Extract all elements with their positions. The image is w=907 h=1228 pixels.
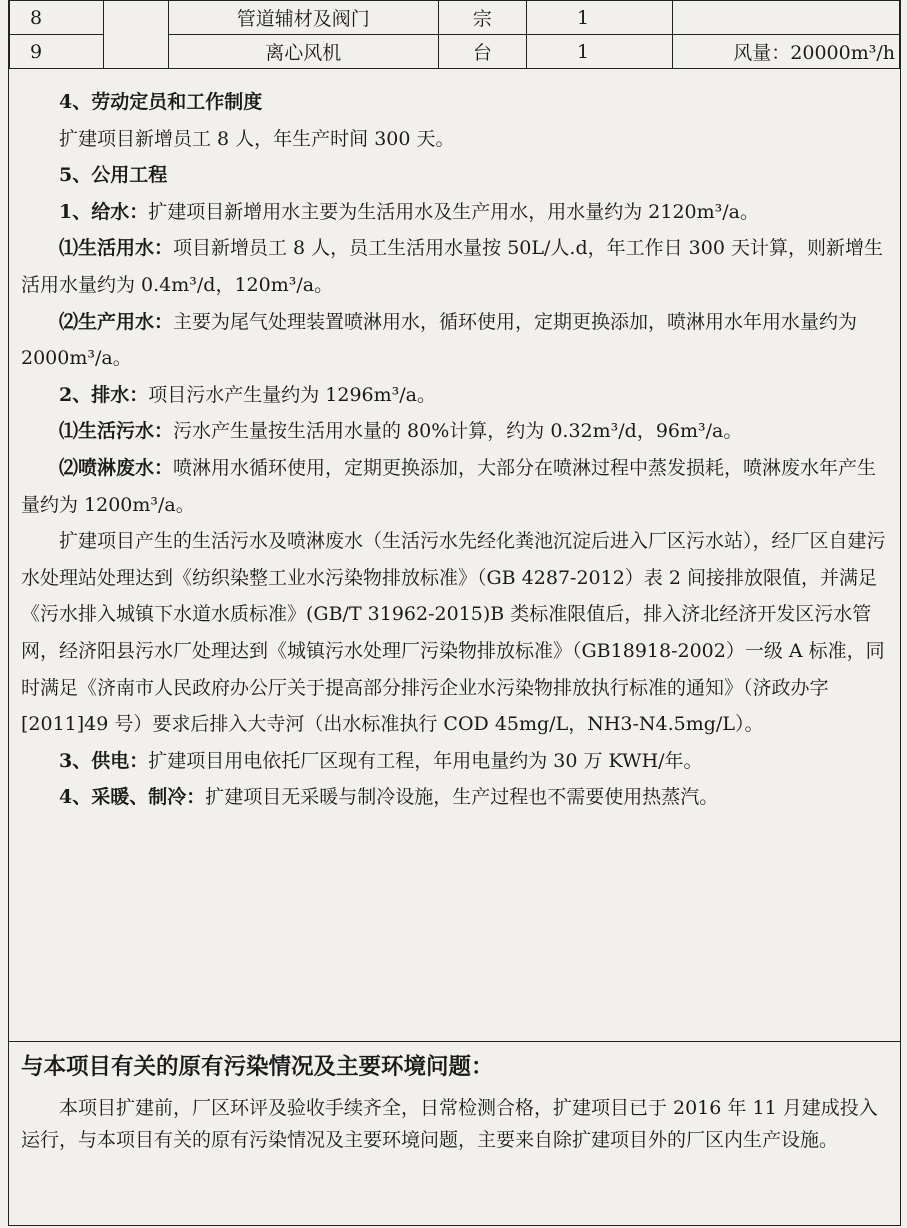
item-unit: 台	[438, 35, 526, 69]
power-paragraph: 3、供电：扩建项目用电依托厂区现有工程，年用电量约为 30 万 KWH/年。	[59, 749, 703, 772]
labor-text: 扩建项目新增员工 8 人，年生产时间 300 天。	[59, 127, 455, 150]
production-water-paragraph: ⑵生产用水：主要为尾气处理装置喷淋用水，循环使用，定期更换添加，喷淋用水年用水量约为 2000m³/a。	[21, 310, 858, 370]
row-number: 9	[10, 35, 104, 69]
item-name: 管道辅材及阀门	[168, 1, 438, 35]
treatment-paragraph: 扩建项目产生的生活污水及喷淋废水（生活污水先经化粪池沉淀后进入厂区污水站），经厂区自建污水处理站处理达到《纺织染整工业水污染物排放标准》（GB 4287-2012）表 2 间接排放限值，并满足《污水排入城镇下水道水质标准》(GB/T 31962-2015)B 类标准限值后，排入济北经济开发区污水管网，经济阳县污水厂处理达到《城镇污水处理厂污染物排放标准》（GB18918-2002）一级 A 标准，同时满足《济南市人民政府办公厅关于提高部分排污企业水污染物排放执行标准的通知》（济政办字[2011]49 号）要求后排入大寺河（出水标准执行 COD 45mg/L，NH3-N4.5mg/L）。	[21, 530, 886, 736]
section-divider	[9, 1041, 900, 1042]
document-page	[8, 0, 901, 1226]
category-cell	[104, 1, 168, 69]
item-note: 风量：20000m³/h	[673, 35, 900, 69]
equipment-table	[9, 0, 900, 69]
heating-paragraph: 4、采暖、制冷：扩建项目无采暖与制冷设施，生产过程也不需要使用热蒸汽。	[59, 786, 719, 809]
item-quantity: 1	[527, 1, 673, 35]
table-row	[10, 1, 900, 35]
utilities-heading: 5、公用工程	[59, 164, 168, 187]
labor-heading: 4、劳动定员和工作制度	[59, 91, 263, 113]
water-supply-paragraph: 1、给水：扩建项目新增用水主要为生活用水及生产用水，用水量约为 2120m³/a。	[59, 200, 759, 223]
item-quantity: 1	[527, 35, 673, 69]
row-number: 8	[10, 1, 104, 35]
item-unit: 宗	[438, 1, 526, 35]
spray-wastewater-paragraph: ⑵喷淋废水：喷淋用水循环使用，定期更换添加，大部分在喷淋过程中蒸发损耗，喷淋废水年产生量约为 1200m³/a。	[21, 456, 877, 516]
section-text: 本项目扩建前，厂区环评及验收手续齐全，日常检测合格，扩建项目已于 2016 年 11 月建成投入运行，与本项目有关的原有污染情况及主要环境问题，主要来自除扩建项目外的厂区内生产设施。	[21, 1097, 878, 1151]
domestic-water-paragraph: ⑴生活用水：项目新增员工 8 人，员工生活用水量按 50L/人.d，年工作日 300 天计算，则新增生活用水量约为 0.4m³/d，120m³/a。	[21, 237, 883, 296]
drainage-paragraph: 2、排水：项目污水产生量约为 1296m³/a。	[59, 383, 436, 406]
section-title: 与本项目有关的原有污染情况及主要环境问题：	[21, 1054, 494, 1080]
existing-pollution-section	[9, 1052, 900, 1156]
document-body	[9, 84, 900, 816]
item-note	[673, 1, 900, 35]
item-name: 离心风机	[168, 35, 438, 69]
domestic-sewage-paragraph: ⑴生活污水：污水产生量按生活用水量的 80%计算，约为 0.32m³/d，96m³/a。	[59, 420, 743, 443]
bottom-border	[9, 1225, 900, 1226]
